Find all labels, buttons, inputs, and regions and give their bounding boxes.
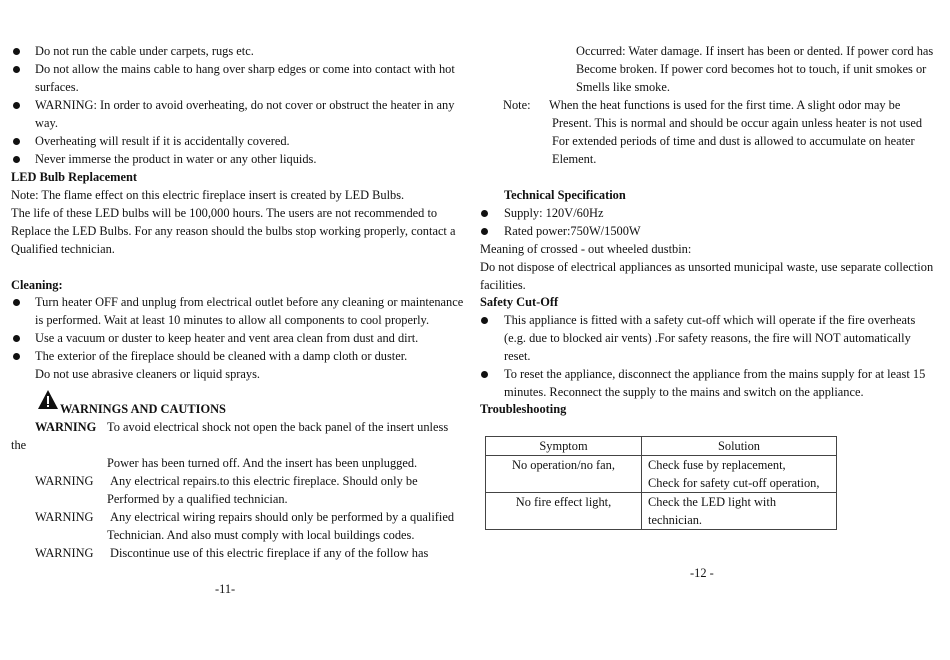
text-line: the bbox=[11, 438, 27, 452]
text-line: WARNING: In order to avoid overheating, do not cover or obstruct the heater in any bbox=[35, 98, 455, 112]
text-line: Present. This is normal and should be occur again unless heater is not used bbox=[552, 116, 923, 130]
table-header: Symptom bbox=[486, 437, 642, 456]
bullet-icon bbox=[13, 299, 20, 306]
cell-text: Check fuse by replacement, bbox=[648, 458, 786, 472]
bullet-icon bbox=[13, 335, 20, 342]
table-row bbox=[486, 493, 837, 530]
text-line: Technician. And also must comply with local buildings codes. bbox=[107, 528, 415, 542]
table-cell bbox=[486, 456, 642, 475]
table-cell bbox=[642, 456, 837, 475]
text-line: Never immerse the product in water or any other liquids. bbox=[35, 152, 317, 166]
warning-label: WARNING bbox=[35, 546, 94, 560]
cell-text: Check the LED light with technician. bbox=[648, 495, 777, 527]
bullet-icon bbox=[13, 66, 20, 73]
table-row bbox=[486, 474, 837, 493]
table-header-row bbox=[486, 437, 837, 456]
section-heading: Cleaning: bbox=[11, 278, 63, 292]
bullet-icon bbox=[13, 102, 20, 109]
text-line: Occurred: Water damage. If insert has been or dented. If power cord has bbox=[576, 44, 934, 58]
text-line: Performed by a qualified technician. bbox=[107, 492, 288, 506]
table-cell bbox=[486, 474, 642, 493]
text-line: Rated power:750W/1500W bbox=[504, 224, 641, 238]
text-line: is performed. Wait at least 10 minutes to allow all components to cool properly. bbox=[35, 313, 430, 327]
warning-label: WARNING bbox=[35, 420, 97, 434]
text-line: reset. bbox=[504, 349, 531, 363]
table-header: Solution bbox=[642, 437, 837, 456]
bullet-icon bbox=[481, 371, 488, 378]
text-line: The exterior of the fireplace should be cleaned with a damp cloth or duster. bbox=[35, 349, 408, 363]
page-number: -12 - bbox=[690, 566, 714, 580]
table-cell bbox=[642, 474, 837, 493]
section-heading: LED Bulb Replacement bbox=[11, 170, 137, 184]
text-line: Do not run the cable under carpets, rugs etc. bbox=[35, 44, 254, 58]
section-heading: Safety Cut-Off bbox=[480, 295, 559, 309]
text-line: surfaces. bbox=[35, 80, 79, 94]
troubleshooting-table bbox=[485, 436, 837, 530]
cell-text: Check for safety cut-off operation, bbox=[648, 476, 820, 490]
bullet-icon bbox=[13, 156, 20, 163]
section-heading: Technical Specification bbox=[504, 188, 626, 202]
text-line: Become broken. If power cord becomes hot to touch, if unit smokes or bbox=[576, 62, 927, 76]
text-line: Discontinue use of this electric fireplace if any of the follow has bbox=[110, 546, 429, 560]
warning-label: WARNING bbox=[35, 510, 94, 524]
page-number: -11- bbox=[215, 582, 236, 596]
bullet-icon bbox=[13, 48, 20, 55]
text-line: Replace the LED Bulbs. For any reason should the bulbs stop working properly, contact a bbox=[11, 224, 456, 238]
text-line: When the heat functions is used for the first time. A slight odor may be bbox=[549, 98, 901, 112]
bullet-icon bbox=[481, 228, 488, 235]
text-line: Do not use abrasive cleaners or liquid sprays. bbox=[35, 367, 261, 381]
text-line: Do not allow the mains cable to hang over sharp edges or come into contact with hot bbox=[35, 62, 455, 76]
table-row bbox=[486, 456, 837, 475]
warning-label: WARNING bbox=[35, 474, 94, 488]
text-line: Power has been turned off. And the insert has been unplugged. bbox=[107, 456, 418, 470]
text-line: Qualified technician. bbox=[11, 242, 115, 256]
text-line: Overheating will result if it is accidentally covered. bbox=[35, 134, 290, 148]
text-line: To avoid electrical shock not open the back panel of the insert unless bbox=[107, 420, 449, 434]
cell-text: No operation/no fan, bbox=[512, 458, 615, 472]
text-line: way. bbox=[35, 116, 58, 130]
text-line: Supply: 120V/60Hz bbox=[504, 206, 604, 220]
text-line: Do not dispose of electrical appliances as unsorted municipal waste, use separate collection bbox=[480, 260, 934, 274]
table-cell bbox=[486, 493, 642, 530]
bullet-icon bbox=[481, 317, 488, 324]
text-line: The life of these LED bulbs will be 100,000 hours. The users are not recommended to bbox=[11, 206, 438, 220]
text-line: Note: The flame effect on this electric fireplace insert is created by LED Bulbs. bbox=[11, 188, 405, 202]
text-line: Turn heater OFF and unplug from electrical outlet before any cleaning or maintenance bbox=[35, 295, 464, 309]
text-line: Meaning of crossed - out wheeled dustbin: bbox=[480, 242, 692, 256]
text-line: Any electrical wiring repairs should only be performed by a qualified bbox=[110, 510, 455, 524]
text-line: (e.g. due to blocked air vents) .For safety reasons, the fire will NOT automatically bbox=[504, 331, 911, 345]
text-line: facilities. bbox=[480, 278, 526, 292]
text-line: Any electrical repairs.to this electric fireplace. Should only be bbox=[110, 474, 418, 488]
bullet-icon bbox=[13, 353, 20, 360]
section-heading: Troubleshooting bbox=[480, 402, 567, 416]
text-line: Use a vacuum or duster to keep heater and vent area clean from dust and dirt. bbox=[35, 331, 419, 345]
text-line: To reset the appliance, disconnect the appliance from the mains supply for at least 15 bbox=[504, 367, 926, 381]
text-line: Element. bbox=[552, 152, 597, 166]
section-heading: WARNINGS AND CAUTIONS bbox=[60, 402, 226, 416]
text-line: This appliance is fitted with a safety cut-off which will operate if the fire overheats bbox=[504, 313, 916, 327]
warning-triangle-icon bbox=[37, 389, 59, 410]
cell-text: No fire effect light, bbox=[515, 495, 612, 509]
bullet-icon bbox=[13, 138, 20, 145]
text-line: For extended periods of time and dust is allowed to accumulate on heater bbox=[552, 134, 915, 148]
table-cell bbox=[642, 493, 837, 530]
text-line: minutes. Reconnect the supply to the mains and switch on the appliance. bbox=[504, 385, 864, 399]
bullet-icon bbox=[481, 210, 488, 217]
note-label: Note: bbox=[503, 98, 531, 112]
text-line: Smells like smoke. bbox=[576, 80, 670, 94]
